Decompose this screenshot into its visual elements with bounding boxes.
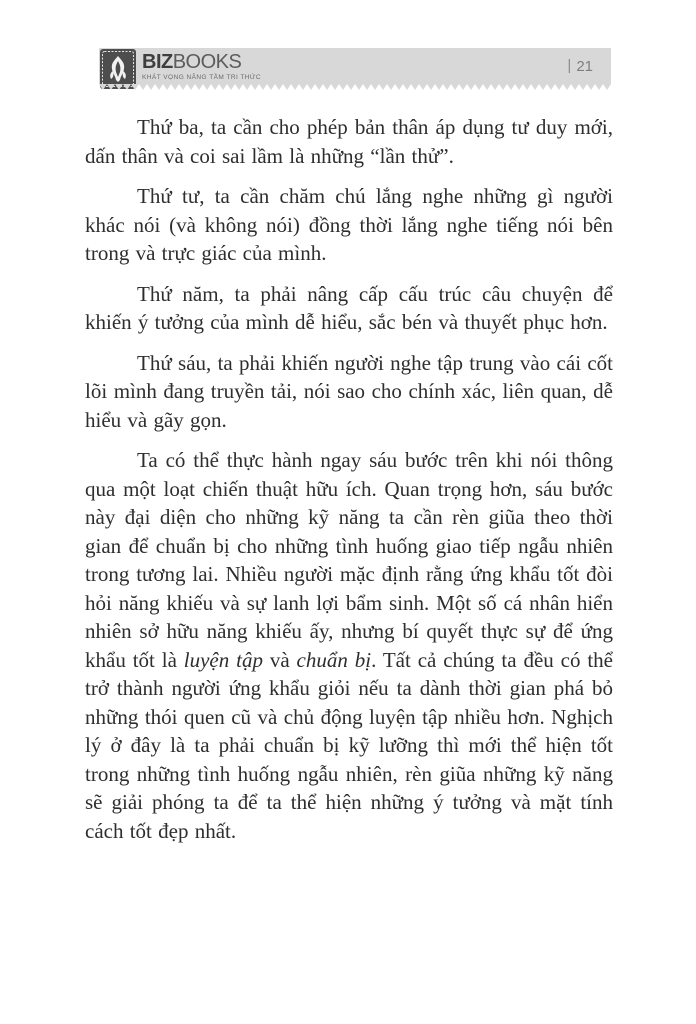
publisher-logo	[100, 49, 261, 89]
paragraph-text: Ta có thể thực hành ngay sáu bước trên khi nói thông qua một loạt chiến thuật hữu ích. Quan trọng hơn, sáu bước này đại diện cho những kỹ năng ta cần rèn giũa theo thời gian để chuẩn bị cho những tình huống giao tiếp ngẫu nhiên trong tương lai. Nhiều người mặc định rằng ứng khẩu tốt đòi hỏi năng khiếu và sự lanh lợi bẩm sinh. Một số cá nhân hiển nhiên sở hữu năng khiếu ấy, nhưng bí quyết thực sự để ứng khẩu tốt là	[85, 448, 613, 672]
paragraph-italic-text: chuẩn bị	[296, 647, 372, 672]
paragraph-text: Thứ năm, ta phải nâng cấp cấu trúc câu chuyện để khiến ý tưởng của mình dễ hiểu, sắc bén và thuyết phục hơn.	[85, 281, 613, 334]
logo-title-light: BOOKS	[172, 51, 242, 73]
paragraph-text: và	[262, 647, 297, 672]
logo-tagline: KHÁT VỌNG NÂNG TẦM TRI THỨC	[142, 74, 262, 81]
bizbooks-emblem-icon	[100, 49, 136, 89]
header-bar	[99, 48, 611, 84]
sawtooth-edge	[99, 84, 611, 90]
paragraph-text: . Tất cả chúng ta đều có thể trở thành người ứng khẩu giỏi nếu ta dành thời gian phá bỏ những thói quen cũ và chủ động luyện tập nhiều hơn. Nghịch lý ở đây là ta phải chuẩn bị kỹ lưỡng thì mới thể hiện tốt trong những tình huống ngẫu nhiên, rèn giũa những kỹ năng sẽ giải phóng ta để ta thể hiện những ý tưởng và mặt tính cách tốt đẹp nhất.	[85, 647, 613, 843]
paragraph	[85, 113, 613, 170]
paragraph	[85, 280, 613, 337]
page-body	[85, 113, 613, 857]
page-number-separator: |	[567, 56, 572, 74]
paragraph-text: Thứ ba, ta cần cho phép bản thân áp dụng tư duy mới, dấn thân và coi sai lầm là những “lần thử”.	[85, 115, 613, 168]
paragraph-text: Thứ tư, ta cần chăm chú lắng nghe những gì người khác nói (và không nói) đồng thời lắng nghe tiếng nói bên trong và trực giác của mình.	[85, 184, 613, 265]
logo-text	[142, 49, 261, 81]
paragraph	[85, 182, 613, 268]
page-number	[567, 48, 593, 84]
page-number-value: 21	[576, 57, 593, 75]
logo-title-bold: BIZ	[142, 51, 173, 73]
paragraph-italic-text: luyện tập	[183, 647, 263, 672]
logo-title	[142, 52, 261, 72]
paragraph	[85, 446, 613, 845]
paragraph	[85, 349, 613, 435]
paragraph-text: Thứ sáu, ta phải khiến người nghe tập trung vào cái cốt lõi mình đang truyền tải, nói sao cho chính xác, liên quan, dễ hiểu và gãy gọn.	[85, 350, 613, 432]
